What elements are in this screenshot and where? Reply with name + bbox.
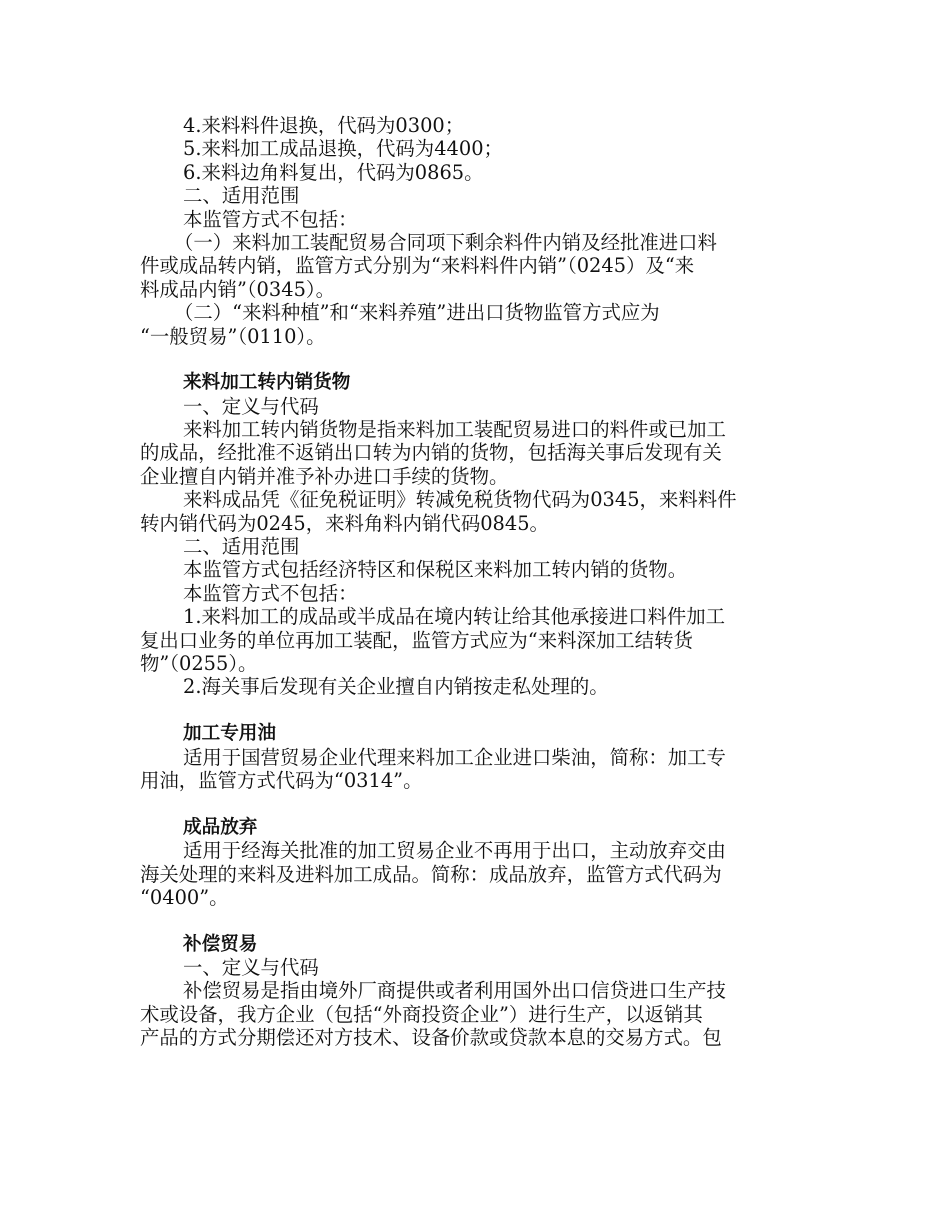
text-line: 本监管方式不包括： (183, 207, 358, 231)
text-line: 企业擅自内销并准予补办进口手续的货物。 (140, 464, 509, 488)
text-line: 用油，监管方式代码为“0314”。 (140, 768, 423, 792)
section-heading: 补偿贸易 (183, 933, 258, 955)
spacer (140, 792, 800, 815)
text-line: 来料成品凭《征免税证明》转减免税货物代码为0345，来料料件 (183, 488, 737, 512)
text-line: 补偿贸易是指由境外厂商提供或者利用国外出口信贷进口生产技 (183, 979, 726, 1003)
text-line: 本监管方式包括经济特区和保税区来料加工转内销的货物。 (183, 558, 688, 582)
text-line: 适用于国营贸易企业代理来料加工企业进口柴油，简称：加工专 (183, 745, 726, 769)
text-line: 1.来料加工的成品或半成品在境内转让给其他承接进口料件加工 (183, 605, 726, 629)
section-heading: 来料加工转内销货物 (183, 372, 351, 394)
spacer (140, 909, 800, 932)
text-line: 2.海关事后发现有关企业擅自内销按走私处理的。 (183, 675, 609, 699)
text-line: 来料加工转内销货物是指来料加工装配贸易进口的料件或已加工 (183, 418, 726, 442)
text-line: 5.来料加工成品退换，代码为4400； (183, 137, 503, 161)
text-line: 4.来料料件退换，代码为0300； (183, 114, 465, 137)
section-subheading: 二、适用范围 (183, 535, 300, 559)
text-line: 转内销代码为0245，来料角料内销代码0845。 (140, 511, 549, 535)
text-line: 术或设备，我方企业（包括“外商投资企业”）进行生产，以返销其 (140, 1002, 703, 1026)
text-line: 料成品内销”（0345）。 (140, 277, 335, 301)
text-line: 件或成品转内销，监管方式分别为“来料料件内销”（0245）及“来 (140, 254, 695, 278)
text-line: （二）“来料种植”和“来料养殖”进出口货物监管方式应为 (174, 301, 660, 325)
text-line: “0400”。 (140, 885, 229, 909)
spacer (140, 348, 800, 371)
text-line: 复出口业务的单位再加工装配，监管方式应为“来料深加工结转货 (140, 628, 693, 652)
document-page (140, 114, 800, 1050)
text-line: 的成品，经批准不返销出口转为内销的货物，包括海关事后发现有关 (140, 441, 722, 465)
text-line: 6.来料边角料复出，代码为0865。 (183, 160, 484, 184)
section-subheading: 一、定义与代码 (183, 956, 319, 980)
section-subheading: 二、适用范围 (183, 184, 300, 208)
text-line: 海关处理的来料及进料加工成品。简称：成品放弃，监管方式代码为 (140, 862, 722, 886)
section-heading: 加工专用油 (183, 723, 276, 745)
section-heading: 成品放弃 (183, 816, 258, 838)
text-line: 适用于经海关批准的加工贸易企业不再用于出口，主动放弃交由 (183, 839, 726, 863)
text-line: 产品的方式分期偿还对方技术、设备价款或贷款本息的交易方式。包 (140, 1026, 722, 1050)
text-line: 物”（0255）。 (140, 651, 258, 675)
text-line: （一）来料加工装配贸易合同项下剩余料件内销及经批准进口料 (174, 230, 717, 254)
spacer (140, 699, 800, 722)
text-line: “一般贸易”（0110）。 (140, 324, 326, 348)
text-line: 本监管方式不包括： (183, 581, 358, 605)
section-subheading: 一、定义与代码 (183, 394, 319, 418)
